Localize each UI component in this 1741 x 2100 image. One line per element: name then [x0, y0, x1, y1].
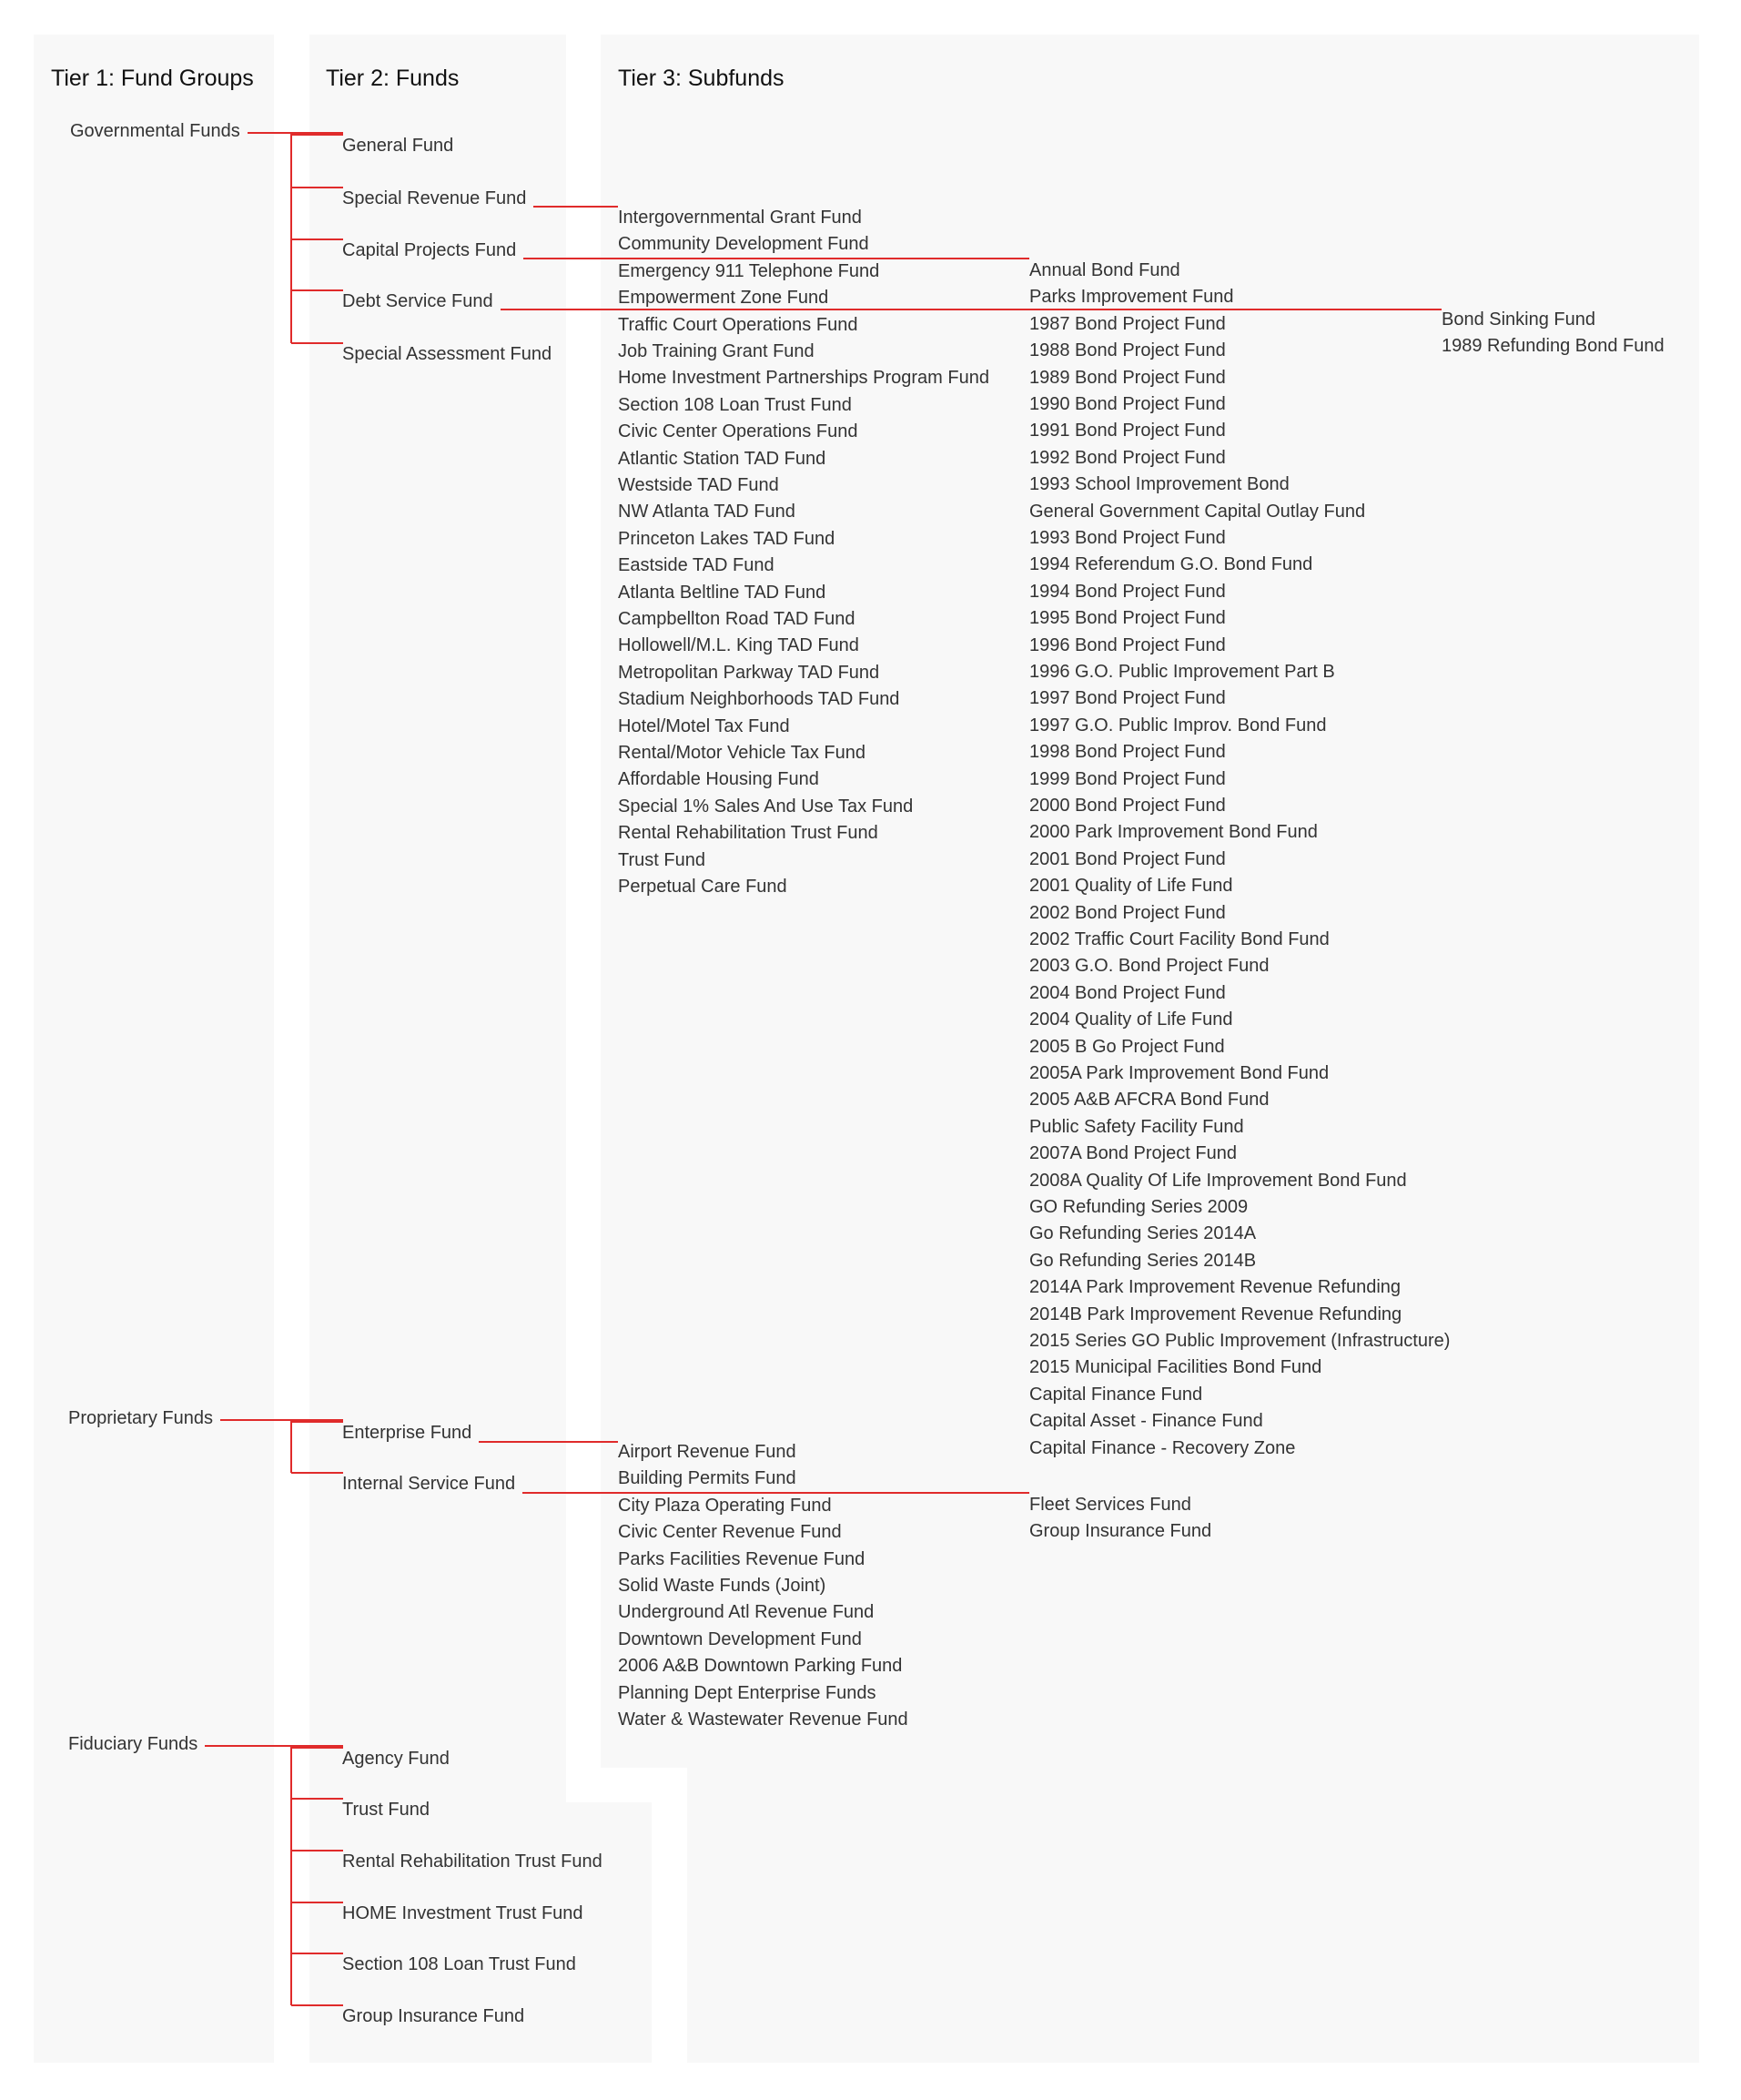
subfund-connector	[501, 309, 1442, 310]
subfund-label: 2014B Park Improvement Revenue Refunding	[1029, 1304, 1402, 1324]
subfund-label: Traffic Court Operations Fund	[618, 315, 858, 335]
subfund-label: GO Refunding Series 2009	[1029, 1197, 1249, 1217]
subfund-label: 1996 Bond Project Fund	[1029, 635, 1226, 655]
fund-group-label: Fiduciary Funds	[68, 1734, 198, 1754]
fund-label: HOME Investment Trust Fund	[342, 1903, 583, 1923]
fund-label: Debt Service Fund	[342, 291, 493, 311]
subfund-label: 2002 Traffic Court Facility Bond Fund	[1029, 929, 1330, 949]
tier1-header: Tier 1: Fund Groups	[51, 66, 254, 91]
subfund-label: Affordable Housing Fund	[618, 769, 819, 789]
subfund-label: 2015 Municipal Facilities Bond Fund	[1029, 1357, 1322, 1377]
fund-connector	[291, 1747, 343, 1749]
subfund-label: Water & Wastewater Revenue Fund	[618, 1709, 908, 1730]
subfund-label: 1993 Bond Project Fund	[1029, 528, 1226, 548]
subfund-label: Metropolitan Parkway TAD Fund	[618, 663, 880, 683]
tier3-header: Tier 3: Subfunds	[618, 66, 784, 91]
subfund-label: 1991 Bond Project Fund	[1029, 421, 1226, 441]
subfund-label: 1994 Referendum G.O. Bond Fund	[1029, 554, 1313, 574]
subfund-label: 1999 Bond Project Fund	[1029, 769, 1226, 789]
fund-label: Enterprise Fund	[342, 1423, 472, 1443]
subfund-label: 2001 Quality of Life Fund	[1029, 876, 1233, 896]
subfund-label: Hotel/Motel Tax Fund	[618, 716, 790, 736]
subfund-connector	[522, 1492, 1029, 1494]
fund-connector	[291, 134, 343, 136]
subfund-label: 1996 G.O. Public Improvement Part B	[1029, 662, 1335, 682]
subfund-label: 1997 G.O. Public Improv. Bond Fund	[1029, 715, 1327, 736]
subfund-label: Job Training Grant Fund	[618, 341, 815, 361]
fund-connector	[291, 1798, 343, 1800]
subfund-label: Emergency 911 Telephone Fund	[618, 261, 880, 281]
fund-label: Group Insurance Fund	[342, 2006, 525, 2026]
subfund-label: Eastside TAD Fund	[618, 555, 774, 575]
subfund-label: Community Development Fund	[618, 234, 869, 254]
fund-label: Agency Fund	[342, 1749, 450, 1769]
fund-label: Internal Service Fund	[342, 1474, 516, 1494]
subfund-label: Solid Waste Funds (Joint)	[618, 1576, 826, 1596]
subfund-label: 2006 A&B Downtown Parking Fund	[618, 1656, 903, 1676]
subfund-label: 1992 Bond Project Fund	[1029, 448, 1226, 468]
fund-label: Trust Fund	[342, 1800, 430, 1820]
subfund-label: Empowerment Zone Fund	[618, 288, 829, 308]
subfund-connector	[533, 206, 618, 208]
fund-connector	[291, 1472, 343, 1474]
subfund-label: 2015 Series GO Public Improvement (Infrastructure)	[1029, 1331, 1451, 1351]
subfund-label: 2014A Park Improvement Revenue Refunding	[1029, 1277, 1402, 1297]
subfund-label: 2003 G.O. Bond Project Fund	[1029, 956, 1270, 976]
subfund-label: Home Investment Partnerships Program Fund	[618, 368, 989, 388]
subfund-label: Westside TAD Fund	[618, 475, 779, 495]
subfund-label: 2004 Bond Project Fund	[1029, 983, 1226, 1003]
fund-label: Section 108 Loan Trust Fund	[342, 1954, 576, 1974]
subfund-label: Parks Facilities Revenue Fund	[618, 1549, 865, 1569]
subfund-label: 2008A Quality Of Life Improvement Bond Fund	[1029, 1171, 1407, 1191]
fund-connector	[291, 2004, 343, 2006]
subfund-connector	[479, 1441, 618, 1443]
fund-connector	[291, 187, 343, 188]
fund-connector	[291, 238, 343, 240]
fund-connector	[291, 342, 343, 344]
subfund-label: Perpetual Care Fund	[618, 877, 787, 897]
tier2-header: Tier 2: Funds	[326, 66, 460, 91]
subfund-label: 2002 Bond Project Fund	[1029, 903, 1226, 923]
subfund-label: Capital Finance - Recovery Zone	[1029, 1438, 1296, 1458]
subfund-label: Group Insurance Fund	[1029, 1521, 1212, 1541]
subfund-connector	[523, 258, 1029, 259]
subfund-label: Princeton Lakes TAD Fund	[618, 529, 835, 549]
fund-connector	[291, 1850, 343, 1851]
fund-label: General Fund	[342, 136, 454, 156]
subfund-label: 2000 Park Improvement Bond Fund	[1029, 822, 1318, 842]
subfund-label: Go Refunding Series 2014A	[1029, 1223, 1257, 1243]
subfund-label: Section 108 Loan Trust Fund	[618, 395, 852, 415]
fund-label: Capital Projects Fund	[342, 240, 517, 260]
fund-connector	[291, 1421, 343, 1423]
subfund-label: Atlantic Station TAD Fund	[618, 449, 826, 469]
subfund-label: NW Atlanta TAD Fund	[618, 502, 795, 522]
subfund-label: 2005A Park Improvement Bond Fund	[1029, 1063, 1330, 1083]
subfund-label: 2005 B Go Project Fund	[1029, 1037, 1225, 1057]
fund-group-label: Proprietary Funds	[68, 1408, 213, 1428]
subfund-label: Annual Bond Fund	[1029, 260, 1180, 280]
subfund-label: 2005 A&B AFCRA Bond Fund	[1029, 1090, 1270, 1110]
subfund-label: 2004 Quality of Life Fund	[1029, 1009, 1233, 1030]
fund-group-label: Governmental Funds	[70, 121, 240, 141]
subfund-label: Atlanta Beltline TAD Fund	[618, 583, 826, 603]
fund-connector	[291, 1902, 343, 1903]
subfund-label: 1990 Bond Project Fund	[1029, 394, 1226, 414]
subfund-label: 1993 School Improvement Bond	[1029, 474, 1290, 494]
subfund-label: Civic Center Operations Fund	[618, 421, 858, 441]
subfund-label: 2007A Bond Project Fund	[1029, 1143, 1237, 1163]
subfund-label: Civic Center Revenue Fund	[618, 1522, 842, 1542]
subfund-label: Trust Fund	[618, 850, 705, 870]
fund-connector	[291, 1953, 343, 1954]
subfund-label: Public Safety Facility Fund	[1029, 1117, 1244, 1137]
subfund-label: 2001 Bond Project Fund	[1029, 849, 1226, 869]
subfund-label: 1988 Bond Project Fund	[1029, 340, 1226, 360]
subfund-label: Rental Rehabilitation Trust Fund	[618, 823, 878, 843]
fund-connector	[291, 289, 343, 291]
subfund-label: Stadium Neighborhoods TAD Fund	[618, 689, 900, 709]
subfund-label: Special 1% Sales And Use Tax Fund	[618, 796, 914, 817]
group-bus-line	[290, 1746, 292, 2005]
subfund-label: Capital Asset - Finance Fund	[1029, 1411, 1263, 1431]
fund-label: Special Revenue Fund	[342, 188, 527, 208]
subfund-label: 1998 Bond Project Fund	[1029, 742, 1226, 762]
subfund-label: Building Permits Fund	[618, 1468, 796, 1488]
subfund-label: 1989 Bond Project Fund	[1029, 368, 1226, 388]
subfund-label: Go Refunding Series 2014B	[1029, 1251, 1257, 1271]
subfund-label: 1989 Refunding Bond Fund	[1442, 336, 1665, 356]
subfund-label: 1995 Bond Project Fund	[1029, 608, 1226, 628]
subfund-label: Campbellton Road TAD Fund	[618, 609, 855, 629]
subfund-label: 2000 Bond Project Fund	[1029, 796, 1226, 816]
subfund-label: Bond Sinking Fund	[1442, 309, 1596, 330]
subfund-label: 1997 Bond Project Fund	[1029, 688, 1226, 708]
subfund-label: 1987 Bond Project Fund	[1029, 314, 1226, 334]
subfund-label: Capital Finance Fund	[1029, 1385, 1203, 1405]
subfund-label: Planning Dept Enterprise Funds	[618, 1683, 876, 1703]
subfund-label: Underground Atl Revenue Fund	[618, 1602, 875, 1622]
tier1-panel	[34, 35, 274, 2063]
fund-label: Rental Rehabilitation Trust Fund	[342, 1851, 602, 1872]
subfund-label: Intergovernmental Grant Fund	[618, 208, 862, 228]
tier3-panel-lower	[687, 1766, 1699, 2063]
subfund-label: Airport Revenue Fund	[618, 1442, 796, 1462]
group-bus-line	[290, 1420, 292, 1473]
subfund-label: Parks Improvement Fund	[1029, 287, 1234, 307]
subfund-label: Downtown Development Fund	[618, 1629, 862, 1649]
subfund-label: Hollowell/M.L. King TAD Fund	[618, 635, 859, 655]
subfund-label: 1994 Bond Project Fund	[1029, 582, 1226, 602]
subfund-label: Rental/Motor Vehicle Tax Fund	[618, 743, 866, 763]
subfund-label: Fleet Services Fund	[1029, 1495, 1191, 1515]
subfund-label: General Government Capital Outlay Fund	[1029, 502, 1366, 522]
fund-label: Special Assessment Fund	[342, 344, 552, 364]
subfund-label: City Plaza Operating Fund	[618, 1496, 832, 1516]
